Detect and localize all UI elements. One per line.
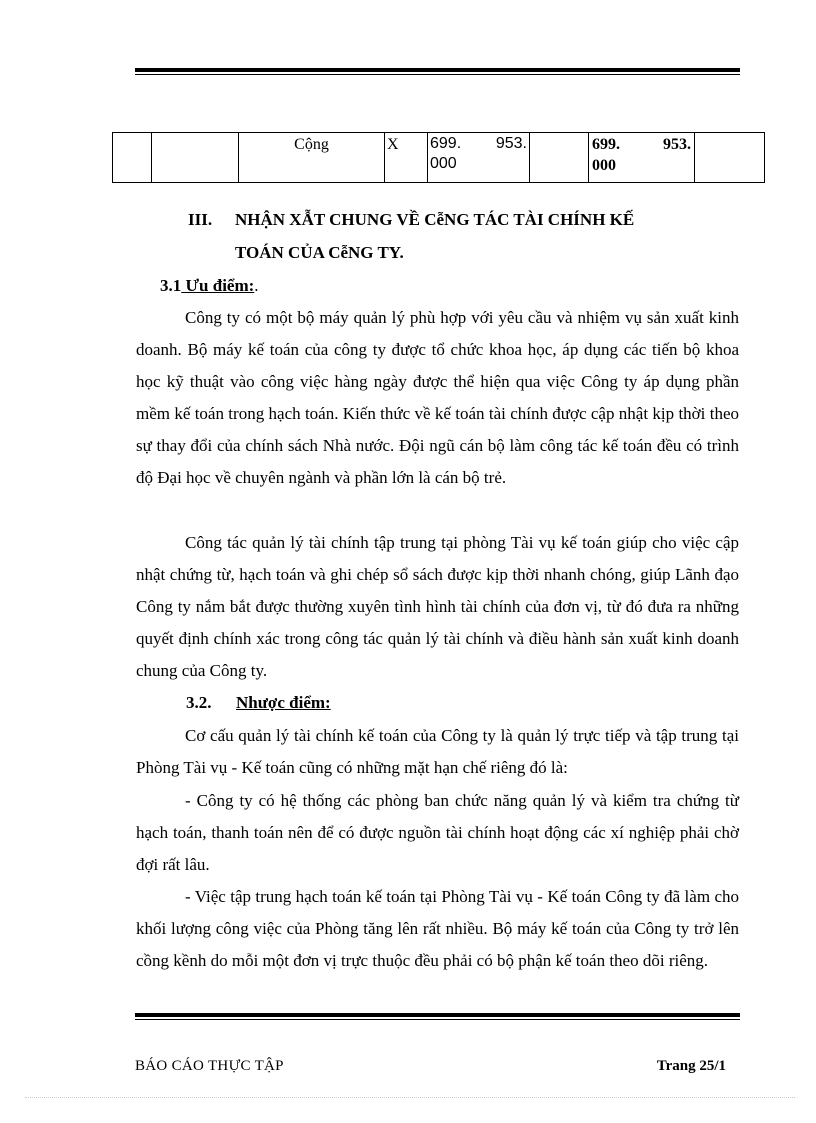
section-number: III. [188, 210, 213, 229]
subheading-advantages [160, 276, 259, 296]
page-edge-divider [25, 1097, 795, 1098]
subheading-title: Nhược điểm: [236, 693, 331, 712]
footer-double-rule [135, 1013, 740, 1020]
bullet-paragraph: - Việc tập trung hạch toán kế toán tại Phòng Tài vụ - Kế toán Công ty đã làm cho khối lượng công việc của Phòng tăng lên rất nhiều. Bộ máy kế toán của Công ty trở lên cồng kềnh do mỗi một đơn vị trực thuộc đều phải có bộ phận kế toán theo dõi riêng. [136, 887, 739, 970]
footer-page-number: Trang 25/1 [656, 1058, 726, 1074]
subheading-suffix: . [254, 276, 259, 295]
section-heading [188, 203, 634, 269]
amount-part: 699. [592, 136, 620, 153]
table-cell-total-label: Cộng [239, 133, 385, 183]
table-cell-empty [530, 133, 589, 183]
subheading-number: 3.2. [186, 693, 212, 712]
bullet-paragraph: - Công ty có hệ thống các phòng ban chức năng quản lý và kiểm tra chứng từ hạch toán, thanh toán nên để có được nguồn tài chính hoạt động các xí nghiệp phải chờ đợi rất lâu. [136, 791, 739, 874]
paragraph: Công tác quản lý tài chính tập trung tại phòng Tài vụ kế toán giúp cho việc cập nhật chứng từ, hạch toán và ghi chép sổ sách được kịp thời nhanh chóng, giúp Lãnh đạo Công ty nắm bắt được thường xuyên tình hình tài chính của đơn vị, từ đó đưa ra những quyết định chính xác trong công tác quản lý tài chính và điều hành sản xuất kinh doanh chung của Công ty. [136, 533, 739, 680]
subheading-title: Ưu điểm: [181, 276, 255, 295]
table-cell-empty [113, 133, 152, 183]
subheading-disadvantages [186, 693, 331, 713]
section-title-line2: TOÁN CỦA CễNG TY. [235, 243, 404, 262]
paragraph: Cơ cấu quản lý tài chính kế toán của Công ty là quản lý trực tiếp và tập trung tại Phòng Tài vụ - Kế toán cũng có những mặt hạn chế riêng đó là: [136, 726, 739, 777]
header-double-rule [135, 68, 740, 75]
table-cell-empty [695, 133, 765, 183]
summary-table [112, 132, 765, 183]
amount-part: 000 [430, 155, 457, 172]
table-row [113, 133, 765, 183]
amount-part: 000 [592, 157, 616, 174]
subheading-number: 3.1 [160, 276, 182, 295]
amount-part: 953. [495, 135, 527, 152]
table-cell-amount [428, 133, 530, 183]
table-cell-mark: X [385, 133, 428, 183]
footer-report-title: BÁO CÁO THỰC TẬP [135, 1058, 284, 1074]
section-title-line1: NHẬN XẪT CHUNG VỀ CễNG TÁC TÀI CHÍNH KẾ [235, 210, 635, 229]
amount-part: 953. [663, 136, 691, 153]
paragraph: Công ty có một bộ máy quản lý phù hợp với yêu cầu và nhiệm vụ sản xuất kinh doanh. Bộ máy kế toán của công ty được tổ chức khoa học, áp dụng các tiến bộ khoa học kỹ thuật vào công việc hàng ngày được thể hiện qua việc Công ty áp dụng phần mềm kế toán trong hạch toán. Kiến thức về kế toán tài chính được cập nhật kịp thời theo sự thay đổi của chính sách Nhà nước. Đội ngũ cán bộ làm công tác kế toán đều có trình độ Đại học về chuyên ngành và phần lớn là cán bộ trẻ. [136, 308, 739, 487]
amount-part: 699. [430, 135, 462, 152]
table-cell-amount-total [589, 133, 695, 183]
table-cell-empty [152, 133, 239, 183]
